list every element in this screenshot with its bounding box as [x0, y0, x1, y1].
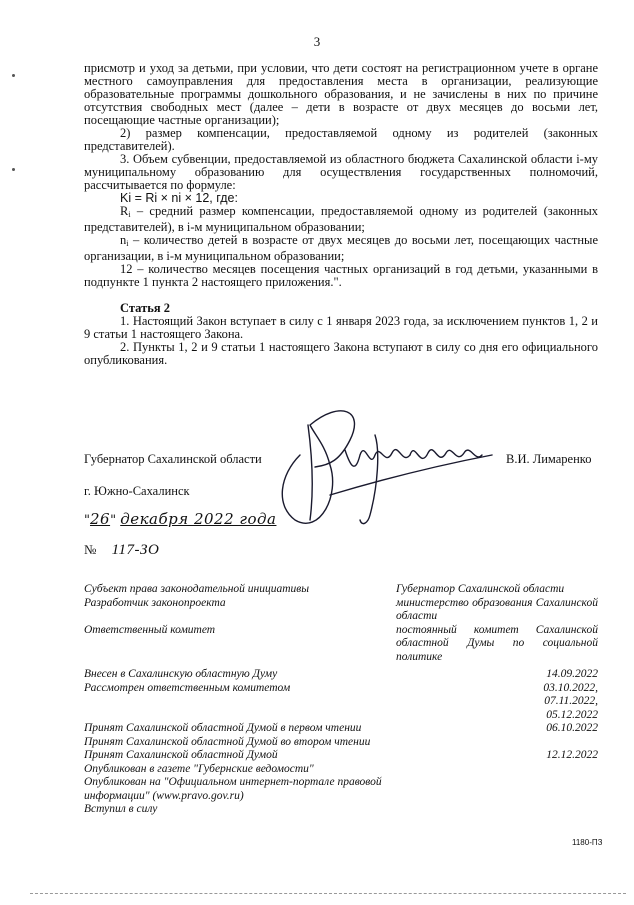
meta-label: Разработчик законопроекта [84, 596, 226, 609]
meta-value: Губернатор Сахалинской области [396, 583, 565, 595]
meta-value: постоянный комитет Сахалинской областной Думы по социальной политике [396, 623, 598, 663]
scan-mark [12, 168, 15, 171]
law-number: 117-ЗО [111, 542, 160, 558]
article-2-title: Статья 2 [120, 301, 170, 315]
meta-label: Вступил в силу [84, 803, 158, 815]
meta-label: Внесен в Сахалинскую областную Думу [84, 668, 278, 680]
paragraph-compensation: 2) размер компенсации, предоставляемой одному из родителей (законных представителей). [84, 126, 598, 153]
meta-value: министерство образования Сахалинской области [396, 596, 598, 622]
article-2-point-2: 2. Пункты 1, 2 и 9 статьи 1 настоящего Закона вступают в силу со дня его официального опубликования. [84, 340, 598, 367]
date-open-quote: " [84, 513, 90, 528]
definition-n-symbol: n [120, 233, 127, 247]
definition-n-text: – количество детей в возрасте от двух месяцев до восьми лет, посещающих частные организации, в i-м муниципальном образовании; [84, 233, 598, 263]
city-label: г. Южно-Сахалинск [84, 484, 190, 498]
meta-row-submitted [84, 668, 598, 682]
meta-value: 03.10.2022, 07.11.2022, 05.12.2022 [543, 681, 598, 721]
definition-r-symbol: R [120, 204, 129, 218]
definition-n [84, 234, 598, 263]
meta-row-published-newspaper [84, 763, 598, 777]
handwritten-signature [270, 395, 500, 535]
article-2-point-1: 1. Настоящий Закон вступает в силу с 1 января 2023 года, за исключением пунктов 1, 2 и 9 статьи 1 настоящего Закона. [84, 314, 598, 341]
paragraph-care: присмотр и уход за детьми, при условии, что дети состоят на регистрационном учете в органе местного самоуправления для предоставления места в организации, реализующие образовательные программы дошкольного образования, и не зачислены в них по причине отсутствия свободных мест (далее – дети в возрасте от двух месяцев до восьми лет, посещающие частные организации); [84, 61, 598, 127]
meta-row-committee [84, 624, 598, 665]
scan-edge-line [30, 893, 626, 894]
definition-12: 12 – количество месяцев посещения частных организаций в год детьми, указанными в подпункте 1 пункта 2 настоящего приложения.". [84, 262, 598, 289]
meta-row-in-force [84, 803, 598, 817]
paragraph-subvention: 3. Объем субвенции, предоставляемой из областного бюджета Сахалинской области i-му муниципальному образованию для осуществления государственных полномочий, рассчитывается по формуле: [84, 152, 598, 192]
scan-mark [12, 74, 15, 77]
date-month-year: декабря 2022 года [120, 510, 277, 528]
governor-label: Губернатор Сахалинской области [84, 452, 262, 466]
meta-row-reviewed [84, 682, 598, 723]
meta-row-published-portal [84, 776, 598, 803]
meta-label: Субъект права законодательной инициативы [84, 583, 310, 595]
legislative-metadata [84, 583, 598, 817]
meta-label: Принят Сахалинской областной Думой [84, 749, 278, 761]
document-code: 1180-ПЗ [572, 838, 603, 847]
definition-n-subscript: i [126, 239, 129, 248]
meta-label: Рассмотрен ответственным комитетом [84, 681, 291, 694]
formula: Ki = Ri × ni × 12, где: [120, 191, 238, 205]
meta-value: 06.10.2022 [546, 722, 598, 734]
definition-r-text: – средний размер компенсации, предоставляемой одному из родителей (законных представителей), в i-м муниципальном образовании; [84, 204, 598, 234]
meta-row-initiative [84, 583, 598, 597]
number-sign: № [84, 542, 97, 557]
definition-r [84, 205, 598, 234]
meta-row-developer [84, 597, 598, 624]
page-number: 3 [313, 34, 321, 49]
meta-row-second-reading [84, 736, 598, 750]
meta-row-first-reading [84, 722, 598, 736]
meta-value: 12.12.2022 [546, 749, 598, 761]
law-body [84, 62, 598, 367]
law-number-line [84, 542, 159, 559]
meta-label: Ответственный комитет [84, 623, 216, 636]
meta-label: Принят Сахалинской областной Думой в первом чтении [84, 722, 362, 734]
definition-r-subscript: i [128, 210, 131, 219]
governor-name: В.И. Лимаренко [506, 452, 592, 466]
date-day: 26 [89, 510, 111, 528]
date-close-quote: " [110, 513, 117, 528]
meta-label: Опубликован в газете "Губернские ведомости" [84, 762, 314, 775]
meta-label: Принят Сахалинской областной Думой во втором чтении [84, 735, 371, 748]
meta-label: Опубликован на "Официальном интернет-портале правовой информации" (www.pravo.gov.ru) [84, 776, 382, 802]
signing-date [84, 510, 276, 528]
meta-row-adopted [84, 749, 598, 763]
meta-value: 14.09.2022 [546, 668, 598, 680]
